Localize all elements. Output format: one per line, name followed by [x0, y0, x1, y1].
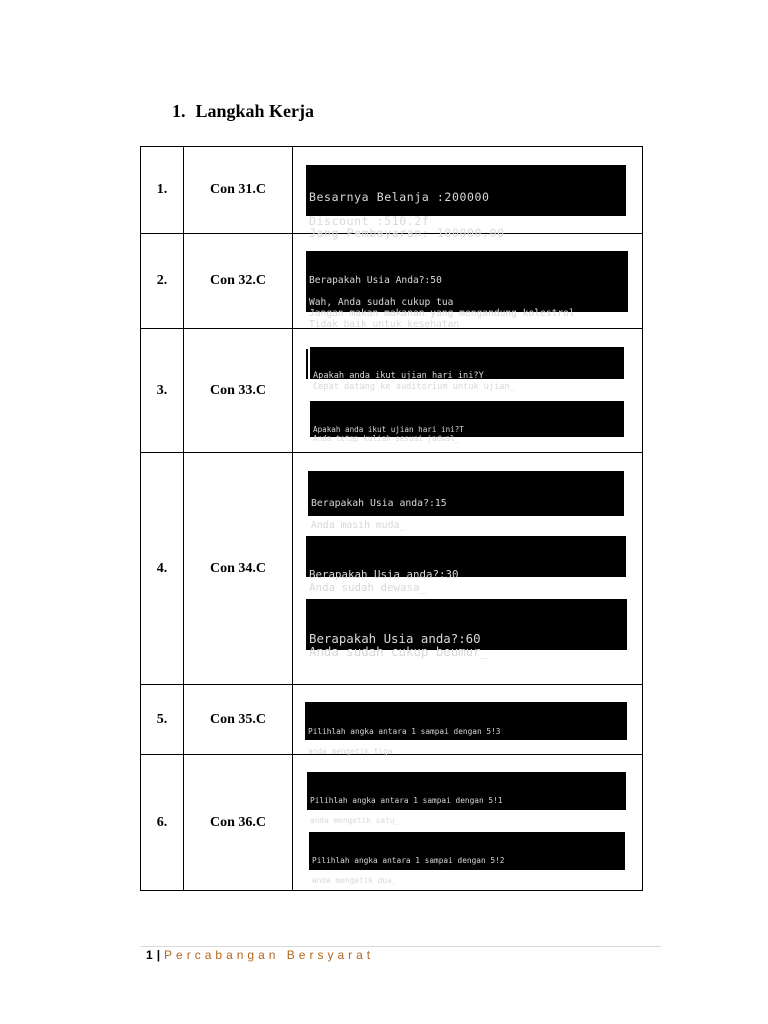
console-line: Apakah anda ikut ujian hari ini?Y: [313, 371, 484, 381]
section-title: Langkah Kerja: [195, 101, 315, 121]
console-edge-mark: [306, 349, 308, 379]
console-screenshot: [306, 536, 626, 594]
row-file-name: Con 36.C: [184, 755, 293, 891]
row-file-name: Con 32.C: [184, 234, 293, 329]
section-number: 1.: [172, 101, 186, 121]
console-line: anda mengetik tiga_: [308, 747, 398, 756]
console-line: Pilihlah angka antara 1 sampai dengan 5!1: [310, 796, 503, 805]
footer-title: Percabangan Bersyarat: [164, 948, 375, 962]
console-screenshot: [308, 471, 624, 531]
console-line: [310, 806, 623, 816]
console-line: Berapakah Usia anda?:15: [311, 498, 447, 509]
console-cell: [293, 147, 643, 240]
console-line: Discount :510.2f: [309, 214, 430, 228]
console-screenshot: [309, 832, 625, 885]
console-line: anda mengetik dua_: [312, 876, 397, 885]
table-row: [141, 755, 643, 891]
console-screenshot: [310, 401, 624, 443]
console-line: Pilihlah angka antara 1 sampai dengan 5!2: [312, 856, 505, 865]
row-number: 3.: [141, 329, 184, 453]
console-line: Berapakah Usia Anda?:50: [309, 275, 442, 286]
console-line: Berapakah Usia anda?:30: [309, 568, 459, 581]
console-line: [312, 866, 622, 876]
console-cell: [293, 685, 643, 755]
console-line: Apakah anda ikut ujian hari ini?T: [313, 425, 464, 434]
console-line: Berapakah Usia anda?:60: [309, 631, 481, 646]
section-heading: [172, 101, 314, 122]
console-screenshot: [307, 772, 626, 825]
console-line: Cepat datang ke auditorium untuk ujian_: [313, 382, 515, 392]
console-line: [308, 737, 624, 747]
steps-table: [140, 146, 643, 891]
console-line: Jang Pembayaran: 180000.00: [309, 226, 505, 240]
console-line: [311, 509, 621, 520]
console-line: anda mengetik satu_: [310, 816, 400, 825]
console-line: Tidak baik untuk kesehatan: [309, 319, 460, 330]
console-cell: [293, 329, 643, 453]
row-number: 5.: [141, 685, 184, 755]
console-screenshot: [306, 165, 626, 240]
row-file-name: Con 31.C: [184, 147, 293, 234]
page-number: 1: [146, 948, 153, 962]
table-row: [141, 685, 643, 755]
row-number: 1.: [141, 147, 184, 234]
console-cell: [293, 453, 643, 685]
console-screenshot: [306, 599, 627, 659]
footer-divider: [140, 946, 661, 947]
console-screenshot: [310, 347, 624, 392]
console-line: [309, 286, 625, 297]
console-line: Anda tetap kuliah sesuai jadwal_: [313, 434, 460, 443]
footer-separator: |: [156, 948, 161, 962]
row-file-name: Con 34.C: [184, 453, 293, 685]
console-line: Jangan makan makanan yang mengandung kolestrol: [309, 308, 575, 319]
row-file-name: Con 35.C: [184, 685, 293, 755]
console-line: Pilihlah angka antara 1 sampai dengan 5!3: [308, 727, 501, 736]
table-row: [141, 329, 643, 453]
row-file-name: Con 33.C: [184, 329, 293, 453]
console-line: Anda sudah cukup beumur_: [309, 644, 489, 659]
console-screenshot: [306, 251, 628, 330]
console-screenshot: [305, 702, 627, 756]
console-line: Besarnya Belanja :200000: [309, 190, 490, 204]
row-number: 4.: [141, 453, 184, 685]
console-cell: [293, 755, 643, 891]
table-row: [141, 147, 643, 234]
table-row: [141, 234, 643, 329]
page-footer: [146, 948, 374, 962]
console-line: Anda sudah dewasa_: [309, 581, 427, 594]
console-cell: [293, 234, 643, 329]
row-number: 2.: [141, 234, 184, 329]
table-row: [141, 453, 643, 685]
console-line: Anda masih muda_: [311, 520, 406, 531]
row-number: 6.: [141, 755, 184, 891]
console-line: Wah, Anda sudah cukup tua: [309, 297, 454, 308]
